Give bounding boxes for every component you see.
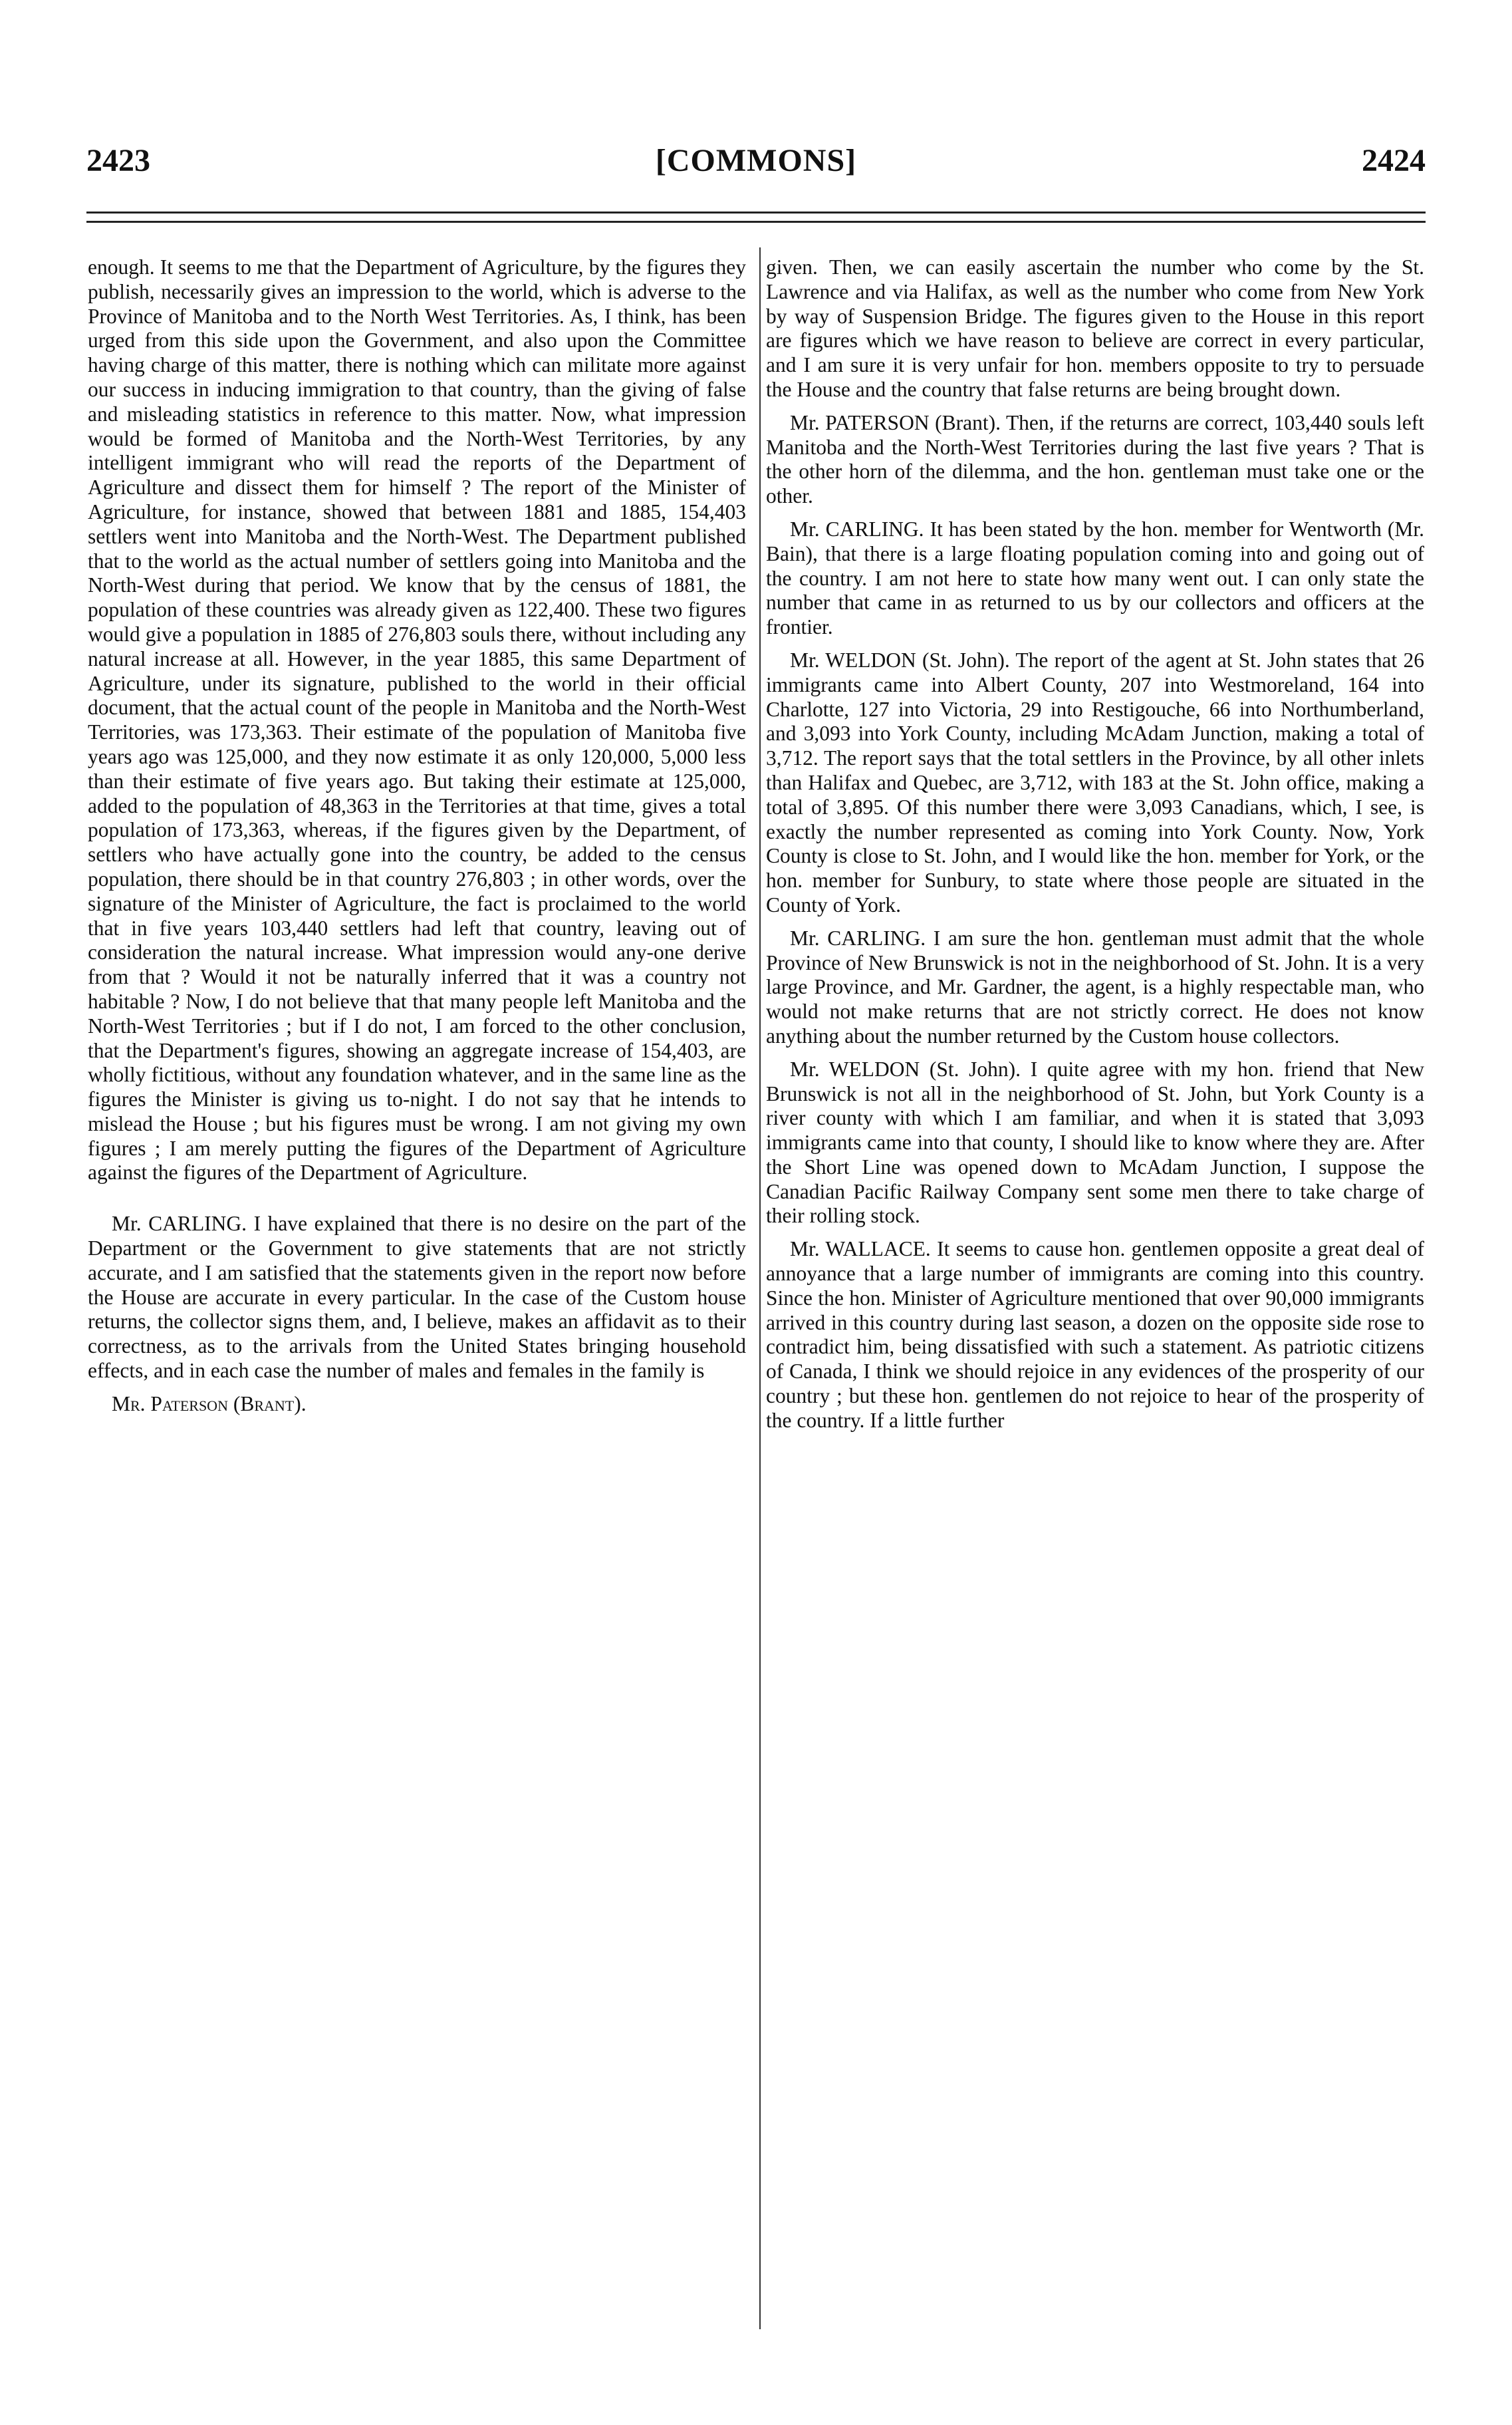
paragraph: Mr. WELDON (St. John). The report of the agent at St. John states that 26 immigrants came into Albert County, 207 into Westmoreland, 164 into Charlotte, 127 into Victoria, 29 into Restigouche, 66 into Northumberland, and 3,093 into York County, including McAdam Junction, making a total of 3,712. The report says that the total settlers in the Province, by all other inlets than Halifax and Quebec, are 3,712, with 183 at the St. John office, making a total of 3,895. Of this number there were 3,093 Canadians, which, I see, is exactly the number represented as coming into York County. Now, York County is close to St. John, and I would like the hon. member for York, or the hon. member for Sunbury, to state where those people are situated in the County of York.	[766, 648, 1424, 917]
speaker-name: Mr. Paterson (Brant).	[112, 1391, 307, 1415]
header-rule-top	[86, 212, 1426, 214]
right-column	[766, 255, 1424, 2331]
page-number-left: 2423	[86, 143, 150, 178]
paragraph: Mr. CARLING. I have explained that there is no desire on the part of the Department or the Government to give statements that are not strictly accurate, and I am satisfied that the statements given in the report now before the House are accurate in every particular. In the case of the Custom house returns, the collector signs them, and, I believe, makes an affidavit as to their correctness, as to the arrivals from the United States bringing household effects, and in each case the number of males and females in the family is	[88, 1212, 746, 1383]
page-number-right: 2424	[1362, 143, 1426, 178]
page-header	[86, 142, 1426, 189]
left-column	[88, 255, 746, 2331]
column-divider	[759, 247, 761, 2329]
paragraph: Mr. CARLING. I am sure the hon. gentleman must admit that the whole Province of New Brunswick is not in the neighborhood of St. John. It is a very large Province, and Mr. Gardner, the agent, is a highly respectable man, who would not make returns that are not strictly correct. He does not know anything about the number returned by the Custom house collectors.	[766, 926, 1424, 1048]
header-rule-bottom	[86, 221, 1426, 223]
paragraph: given. Then, we can easily ascertain the number who come by the St. Lawrence and via Halifax, as well as the number who come from New York by way of Suspension Bridge. The figures given to the House in this report are figures which we have reason to believe are correct in every particular, and I am sure it is very unfair for hon. members opposite to try to persuade the House and the country that false returns are being brought down.	[766, 255, 1424, 401]
header-title: [COMMONS]	[655, 143, 857, 178]
paragraph: enough. It seems to me that the Department of Agriculture, by the figures they publish, necessarily gives an impression to the world, which is adverse to the Province of Manitoba and to the North West Territories. As, I think, has been urged from this side upon the Government, and also upon the Committee having charge of this matter, there is nothing which can militate more against our success in inducing immigration to that country, than the giving of false and misleading statistics in reference to this matter. Now, what impression would be formed of Manitoba and the North-West Territories, by any intelligent immigrant who will read the reports of the Department of Agriculture and dissect them for himself ? The report of the Minister of Agriculture, for instance, showed that between 1881 and 1885, 154,403 settlers went into Manitoba and the North-West. The Department published that to the world as the actual number of settlers going into Manitoba and the North-West during that period. We know that by the census of 1881, the population of these countries was already given as 122,400. These two figures would give a population in 1885 of 276,803 souls there, without including any natural increase at all. However, in the year 1885, this same Department of Agriculture, under its signature, published to the world in their official document, that the actual count of the people in Manitoba and the North-West Territories, was 173,363. Their estimate of the population of Manitoba five years ago was 125,000, and they now estimate it as only 120,000, 5,000 less than their estimate of five years ago. But taking their estimate at 125,000, added to the population of 48,363 in the Territories at that time, gives a total population of 173,363, whereas, if the figures given by the Department, of settlers who have actually gone into the country, be added to the census population, there should be in that country 276,803 ; in other words, over the signature of the Minister of Agriculture, the fact is proclaimed to the world that in five years 103,440 settlers had left that country, leaving out of consideration the natural increase. What impression would any-one derive from that ? Would it not be naturally inferred that it was a country not habitable ? Now, I do not believe that that many people left Manitoba and the North-West Territories ; but if I do not, I am forced to the other conclusion, that the Department's figures, showing an aggregate increase of 154,403, are wholly fictitious, without any foundation whatever, and in the same line as the figures the Minister is giving us to-night. I do not say that he intends to mislead the House ; but his figures must be wrong. I am not giving my own figures ; I am merely putting the figures of the Department of Agriculture against the figures of the Department of Agriculture.	[88, 255, 746, 1185]
trailing-speaker	[88, 1392, 746, 1417]
paragraph: Mr. WALLACE. It seems to cause hon. gentlemen opposite a great deal of annoyance that a large number of immigrants are coming into this country. Since the hon. Minister of Agriculture mentioned that over 90,000 immigrants arrived in this country during last season, a dozen on the opposite side rose to contradict him, being dissatisfied with such a statement. As patriotic citizens of Canada, I think we should rejoice in any evidences of the prosperity of our country ; but these hon. gentlemen do not rejoice to hear of the prosperity of the country. If a little further	[766, 1237, 1424, 1432]
paragraph: Mr. WELDON (St. John). I quite agree with my hon. friend that New Brunswick is not all in the neighborhood of St. John, but York County is a river county with which I am familiar, and when it is stated that 3,093 immigrants came into that county, I should like to know where they are. After the Short Line was opened down to McAdam Junction, I suppose the Canadian Pacific Railway Company sent some men there to take charge of their rolling stock.	[766, 1057, 1424, 1228]
paragraph: Mr. PATERSON (Brant). Then, if the returns are correct, 103,440 souls left Manitoba and the North-West Territories during the last five years ? That is the other horn of the dilemma, and the hon. gentleman must take one or the other.	[766, 410, 1424, 508]
paragraph: Mr. CARLING. It has been stated by the hon. member for Wentworth (Mr. Bain), that there is a large floating population coming into and going out of the country. I am not here to state how many went out. I can only state the number that came in as returned to us by our collectors and officers at the frontier.	[766, 517, 1424, 639]
